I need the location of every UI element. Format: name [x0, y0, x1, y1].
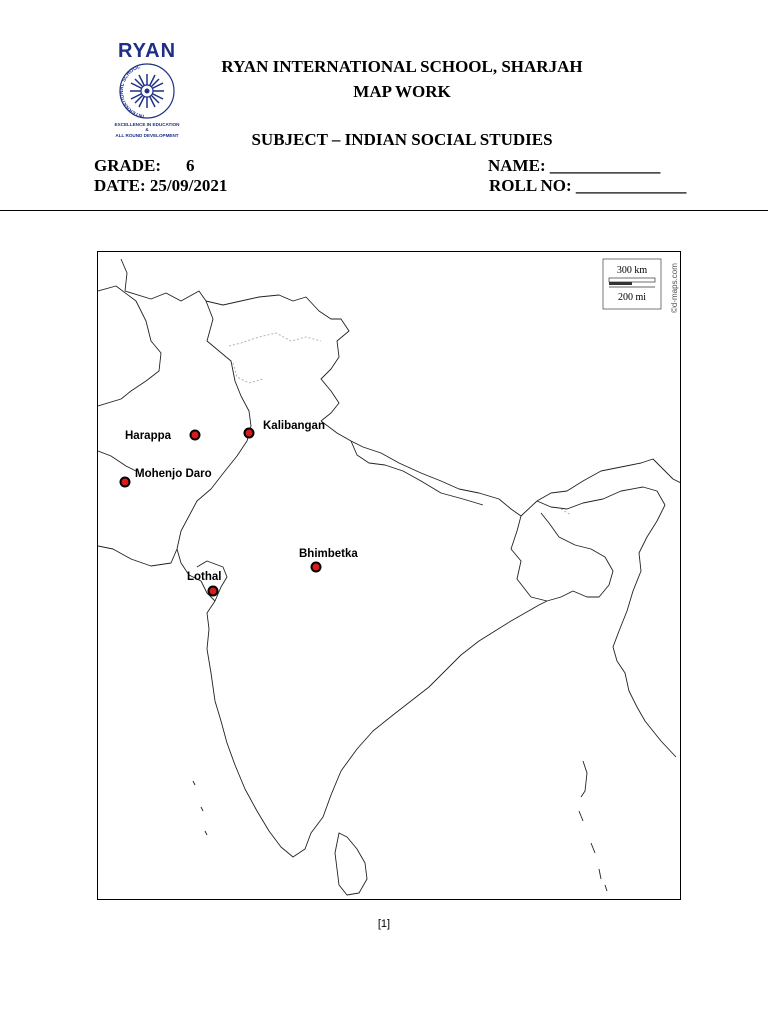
logo-tagline-line: ALL ROUND DEVELOPMENT	[115, 132, 179, 138]
harappa-marker-icon	[191, 431, 200, 440]
subject-line: SUBJECT – INDIAN SOCIAL STUDIES	[251, 130, 553, 149]
logo-wordmark: RYAN	[117, 40, 177, 62]
school-name: RYAN INTERNATIONAL SCHOOL, SHARJAH	[221, 57, 583, 76]
india-coastline	[177, 549, 547, 857]
logo-ring-text: INTERNATIONAL SCHOOL	[118, 64, 145, 119]
site-label-harappa: Harappa	[125, 430, 172, 442]
site-label-lothal: Lothal	[187, 571, 222, 583]
sri-lanka-outline	[335, 833, 367, 895]
india-outline-map	[97, 251, 681, 900]
scale-mi-label: 200 mi	[617, 292, 647, 303]
lothal-marker-icon	[209, 587, 218, 596]
roll-number-field[interactable]: ROLL NO: _____________	[489, 176, 687, 195]
page-number: [1]	[377, 918, 391, 930]
site-label-kalibangan: Kalibangan	[263, 420, 325, 432]
name-field[interactable]: NAME: _____________	[488, 156, 661, 175]
header-divider	[0, 210, 768, 211]
logo-tagline-line: &	[145, 127, 149, 133]
map-credit: ©d-maps.com	[670, 263, 679, 313]
map-outlines	[98, 259, 681, 895]
grade-label: GRADE:	[94, 156, 162, 175]
bhimbetka-marker-icon	[312, 563, 321, 572]
map-scale-bar	[603, 259, 661, 309]
site-markers	[121, 420, 359, 596]
site-label-bhimbetka: Bhimbetka	[299, 548, 358, 560]
date-field: DATE: 25/09/2021	[94, 176, 228, 195]
logo-tagline-line: EXCELLENCE IN EDUCATION	[114, 122, 180, 127]
site-label-mohenjo-daro: Mohenjo Daro	[135, 468, 212, 480]
kalibangan-marker-icon	[245, 429, 254, 438]
western-border	[98, 259, 251, 566]
mohenjo-daro-marker-icon	[121, 478, 130, 487]
worksheet-title: MAP WORK	[353, 82, 451, 101]
grade-value: 6	[186, 156, 195, 175]
scale-km-label: 300 km	[616, 265, 648, 276]
map-drawing	[98, 252, 681, 900]
